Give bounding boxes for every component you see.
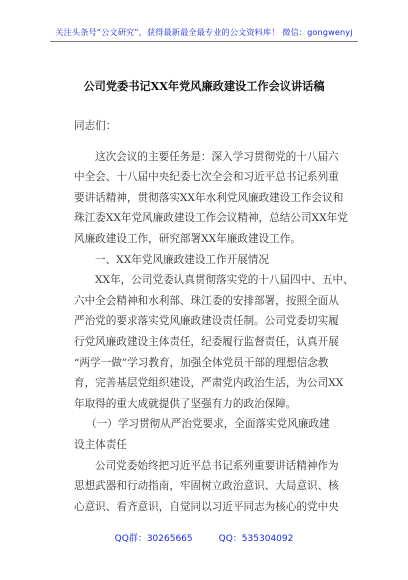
subsection-heading-cont: 设主体责任 bbox=[74, 438, 127, 451]
paragraph-line: 育，完善基层党组织建设，严肃党内政治生活，为公司XX bbox=[74, 377, 344, 390]
paragraph-line: 中全会、十八届中央纪委七次全会和习近平总书记系列重 bbox=[74, 171, 339, 184]
paragraph-line: “两学一做”学习教育，加强全体党员干部的理想信念教 bbox=[74, 356, 329, 369]
paragraph-line: 这次会议的主要任务是：深入学习贯彻党的十八届六 bbox=[95, 150, 339, 163]
page-footer bbox=[0, 531, 408, 544]
paragraph-line: 心意识、看齐意识，自觉同以习近平同志为核心的党中央 bbox=[74, 500, 339, 513]
paragraph-line: 风廉政建设工作，研究部署XX年廉政建设工作。 bbox=[74, 232, 301, 245]
paragraph-line: 要讲话精神，贯彻落实XX年水利党风廉政建设工作会议和 bbox=[74, 191, 344, 204]
paragraph-line: 六中全会精神和水利部、珠江委的安排部署，按照全面从 bbox=[74, 294, 339, 307]
paragraph-line: 严治党的要求落实党风廉政建设责任制。公司党委切实履 bbox=[74, 315, 339, 328]
paragraph-line: 行党风廉政建设主体责任，纪委履行监督责任，认真开展 bbox=[74, 335, 339, 348]
paragraph-line: 思想武器和行动指南，牢固树立政治意识、大局意识、核 bbox=[74, 480, 339, 493]
header-banner: 关注头条号“公文研究”，获得最新最全最专业的公文资料库！ 微信：gongwenyj bbox=[55, 27, 353, 37]
document-body bbox=[74, 116, 354, 517]
page-header bbox=[0, 0, 408, 44]
qq-group-text: QQ群：30265665 bbox=[114, 534, 193, 544]
salutation: 同志们： bbox=[74, 120, 117, 132]
paragraph-line: 年取得的重大成就提供了坚强有力的政治保障。 bbox=[74, 397, 297, 410]
subsection-heading: （一）学习贯彻从严治党要求，全面落实党风廉政建 bbox=[86, 418, 330, 431]
paragraph-line: 珠江委XX年党风廉政建设工作会议精神，总结公司XX年党 bbox=[74, 212, 348, 225]
document-title: 公司党委书记XX年党风廉政建设工作会议讲话稿 bbox=[83, 79, 325, 93]
paragraph-line: XX年，公司党委认真贯彻落实党的十八届四中、五中、 bbox=[95, 274, 354, 287]
header-divider bbox=[50, 41, 358, 42]
qq-contact-text: QQ：535304092 bbox=[218, 534, 294, 544]
paragraph-line: 公司党委始终把习近平总书记系列重要讲话精神作为 bbox=[95, 459, 339, 472]
section-heading: 一、XX年党风廉政建设工作开展情况 bbox=[95, 253, 269, 266]
